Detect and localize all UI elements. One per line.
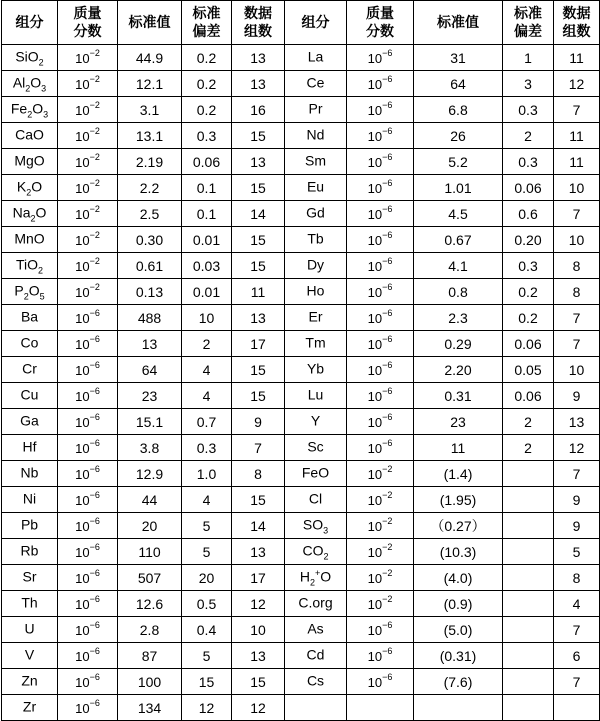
cell-component: Cd bbox=[285, 643, 347, 669]
header-std-dev: 标准 偏差 bbox=[503, 1, 554, 45]
cell-standard-value: 0.30 bbox=[118, 227, 182, 253]
cell-mass-fraction: $10^{-2}$ bbox=[58, 123, 118, 149]
cell-std-dev bbox=[503, 669, 554, 695]
cell-std-dev: 0.2 bbox=[182, 45, 232, 71]
cell-std-dev: 1 bbox=[503, 45, 554, 71]
table-row bbox=[2, 669, 600, 695]
table-row bbox=[2, 175, 600, 201]
cell-data-groups: 8 bbox=[554, 565, 600, 591]
table-row bbox=[2, 331, 600, 357]
cell-mass-fraction: $10^{-6}$ bbox=[347, 71, 414, 97]
cell-component: $Fe_2O_3$ bbox=[2, 97, 58, 123]
header-mass-fraction: 质量 分数 bbox=[347, 1, 414, 45]
cell-data-groups: 15 bbox=[232, 669, 285, 695]
table-row bbox=[2, 487, 600, 513]
cell-mass-fraction: $10^{-2}$ bbox=[347, 487, 414, 513]
cell-data-groups: 9 bbox=[554, 513, 600, 539]
cell-standard-value: 15.1 bbox=[118, 409, 182, 435]
cell-std-dev: 2 bbox=[182, 331, 232, 357]
cell-standard-value: 12.9 bbox=[118, 461, 182, 487]
cell-standard-value: 2.19 bbox=[118, 149, 182, 175]
cell-data-groups: 11 bbox=[232, 279, 285, 305]
cell-data-groups: 14 bbox=[232, 513, 285, 539]
header-component: 组分 bbox=[285, 1, 347, 45]
cell-standard-value: 2.8 bbox=[118, 617, 182, 643]
cell-component: Th bbox=[2, 591, 58, 617]
cell-data-groups: 13 bbox=[232, 643, 285, 669]
cell-component: $SO_3$ bbox=[285, 513, 347, 539]
cell-mass-fraction: $10^{-2}$ bbox=[58, 227, 118, 253]
cell-data-groups: 11 bbox=[554, 45, 600, 71]
cell-data-groups: 12 bbox=[232, 695, 285, 721]
cell-standard-value: 3.1 bbox=[118, 97, 182, 123]
cell-data-groups: 7 bbox=[554, 97, 600, 123]
cell-std-dev bbox=[503, 695, 554, 721]
cell-component: Ho bbox=[285, 279, 347, 305]
cell-data-groups: 17 bbox=[232, 565, 285, 591]
cell-component: Ga bbox=[2, 409, 58, 435]
cell-component: Co bbox=[2, 331, 58, 357]
cell-std-dev: 0.05 bbox=[503, 357, 554, 383]
table-body bbox=[2, 45, 600, 721]
cell-standard-value: 1.01 bbox=[414, 175, 503, 201]
cell-data-groups: 13 bbox=[232, 305, 285, 331]
cell-standard-value: (0.9) bbox=[414, 591, 503, 617]
cell-component: Nb bbox=[2, 461, 58, 487]
cell-standard-value: 64 bbox=[414, 71, 503, 97]
cell-component bbox=[285, 695, 347, 721]
cell-component: Cu bbox=[2, 383, 58, 409]
cell-mass-fraction: $10^{-6}$ bbox=[58, 383, 118, 409]
cell-component: Cr bbox=[2, 357, 58, 383]
table-row bbox=[2, 149, 600, 175]
cell-standard-value: 26 bbox=[414, 123, 503, 149]
cell-mass-fraction: $10^{-6}$ bbox=[58, 409, 118, 435]
cell-data-groups bbox=[554, 695, 600, 721]
cell-component: Pr bbox=[285, 97, 347, 123]
cell-component: Lu bbox=[285, 383, 347, 409]
cell-data-groups: 15 bbox=[232, 175, 285, 201]
cell-std-dev: 0.7 bbox=[182, 409, 232, 435]
cell-std-dev: 5 bbox=[182, 539, 232, 565]
cell-component: $Na_2O$ bbox=[2, 201, 58, 227]
cell-data-groups: 9 bbox=[554, 383, 600, 409]
cell-data-groups: 16 bbox=[232, 97, 285, 123]
cell-mass-fraction: $10^{-6}$ bbox=[347, 227, 414, 253]
table-row bbox=[2, 305, 600, 331]
table-row bbox=[2, 383, 600, 409]
cell-std-dev: 0.1 bbox=[182, 201, 232, 227]
cell-mass-fraction: $10^{-2}$ bbox=[58, 201, 118, 227]
cell-component: Pb bbox=[2, 513, 58, 539]
cell-standard-value: 12.6 bbox=[118, 591, 182, 617]
cell-component: $K_2O$ bbox=[2, 175, 58, 201]
cell-standard-value: 2.3 bbox=[414, 305, 503, 331]
cell-mass-fraction: $10^{-6}$ bbox=[347, 357, 414, 383]
cell-mass-fraction: $10^{-6}$ bbox=[58, 487, 118, 513]
cell-mass-fraction: $10^{-2}$ bbox=[347, 513, 414, 539]
cell-data-groups: 10 bbox=[232, 617, 285, 643]
cell-data-groups: 13 bbox=[232, 71, 285, 97]
header-std-dev: 标准 偏差 bbox=[182, 1, 232, 45]
cell-std-dev: 0.2 bbox=[182, 71, 232, 97]
cell-standard-value: 100 bbox=[118, 669, 182, 695]
reference-values-table bbox=[1, 0, 600, 721]
cell-std-dev: 0.2 bbox=[182, 97, 232, 123]
cell-std-dev: 0.2 bbox=[503, 305, 554, 331]
cell-standard-value: 23 bbox=[118, 383, 182, 409]
cell-standard-value: 87 bbox=[118, 643, 182, 669]
cell-data-groups: 5 bbox=[554, 539, 600, 565]
cell-standard-value: 20 bbox=[118, 513, 182, 539]
cell-component: MnO bbox=[2, 227, 58, 253]
cell-component: $H_2^+O$ bbox=[285, 565, 347, 591]
cell-mass-fraction: $10^{-6}$ bbox=[347, 331, 414, 357]
cell-standard-value: (10.3) bbox=[414, 539, 503, 565]
cell-mass-fraction: $10^{-6}$ bbox=[347, 97, 414, 123]
table-row bbox=[2, 253, 600, 279]
cell-std-dev: 0.3 bbox=[182, 123, 232, 149]
table-row bbox=[2, 695, 600, 721]
cell-mass-fraction: $10^{-6}$ bbox=[347, 123, 414, 149]
cell-std-dev: 4 bbox=[182, 383, 232, 409]
cell-mass-fraction: $10^{-6}$ bbox=[58, 669, 118, 695]
cell-component: C.org bbox=[285, 591, 347, 617]
cell-standard-value: 2.2 bbox=[118, 175, 182, 201]
table-row bbox=[2, 435, 600, 461]
cell-mass-fraction: $10^{-6}$ bbox=[347, 175, 414, 201]
cell-std-dev: 0.5 bbox=[182, 591, 232, 617]
cell-mass-fraction: $10^{-6}$ bbox=[347, 253, 414, 279]
cell-std-dev: 2 bbox=[503, 435, 554, 461]
cell-data-groups: 7 bbox=[554, 305, 600, 331]
cell-component: SiO$_2$ bbox=[2, 45, 58, 71]
cell-data-groups: 10 bbox=[554, 175, 600, 201]
cell-component: Cl bbox=[285, 487, 347, 513]
cell-mass-fraction: $10^{-6}$ bbox=[58, 539, 118, 565]
cell-standard-value: 0.13 bbox=[118, 279, 182, 305]
cell-component: Hf bbox=[2, 435, 58, 461]
cell-std-dev: 0.3 bbox=[503, 97, 554, 123]
cell-std-dev: 2 bbox=[503, 409, 554, 435]
cell-data-groups: 11 bbox=[554, 149, 600, 175]
cell-standard-value: 44 bbox=[118, 487, 182, 513]
cell-component: TiO$_2$ bbox=[2, 253, 58, 279]
cell-data-groups: 9 bbox=[232, 409, 285, 435]
cell-standard-value: (0.31) bbox=[414, 643, 503, 669]
cell-standard-value: 0.8 bbox=[414, 279, 503, 305]
cell-component: Cs bbox=[285, 669, 347, 695]
cell-data-groups: 15 bbox=[232, 227, 285, 253]
cell-standard-value: 12.1 bbox=[118, 71, 182, 97]
cell-std-dev: 0.2 bbox=[503, 279, 554, 305]
cell-component: $P_2O_5$ bbox=[2, 279, 58, 305]
cell-standard-value: 0.29 bbox=[414, 331, 503, 357]
cell-mass-fraction: $10^{-2}$ bbox=[58, 45, 118, 71]
header-standard-value: 标准值 bbox=[118, 1, 182, 45]
cell-standard-value: 31 bbox=[414, 45, 503, 71]
cell-std-dev bbox=[503, 643, 554, 669]
cell-data-groups: 6 bbox=[554, 643, 600, 669]
cell-std-dev: 0.01 bbox=[182, 227, 232, 253]
cell-data-groups: 15 bbox=[232, 123, 285, 149]
cell-mass-fraction: $10^{-2}$ bbox=[347, 565, 414, 591]
cell-data-groups: 17 bbox=[232, 331, 285, 357]
cell-standard-value: 23 bbox=[414, 409, 503, 435]
cell-component: Rb bbox=[2, 539, 58, 565]
cell-data-groups: 15 bbox=[232, 253, 285, 279]
cell-mass-fraction: $10^{-6}$ bbox=[58, 461, 118, 487]
table-row bbox=[2, 643, 600, 669]
cell-std-dev: 20 bbox=[182, 565, 232, 591]
header-row bbox=[2, 1, 600, 45]
cell-std-dev: 0.20 bbox=[503, 227, 554, 253]
cell-component: Tm bbox=[285, 331, 347, 357]
cell-mass-fraction: $10^{-6}$ bbox=[58, 305, 118, 331]
cell-mass-fraction: $10^{-6}$ bbox=[347, 617, 414, 643]
cell-mass-fraction: $10^{-6}$ bbox=[58, 695, 118, 721]
cell-standard-value: (4.0) bbox=[414, 565, 503, 591]
cell-standard-value: 134 bbox=[118, 695, 182, 721]
cell-std-dev: 0.1 bbox=[182, 175, 232, 201]
cell-standard-value: 0.31 bbox=[414, 383, 503, 409]
cell-data-groups: 4 bbox=[554, 591, 600, 617]
cell-component: Dy bbox=[285, 253, 347, 279]
cell-mass-fraction: $10^{-6}$ bbox=[347, 435, 414, 461]
table-row bbox=[2, 357, 600, 383]
cell-data-groups: 10 bbox=[554, 227, 600, 253]
cell-std-dev: 15 bbox=[182, 669, 232, 695]
cell-component: Sr bbox=[2, 565, 58, 591]
cell-component: Ba bbox=[2, 305, 58, 331]
cell-mass-fraction: $10^{-6}$ bbox=[58, 565, 118, 591]
header-component: 组分 bbox=[2, 1, 58, 45]
cell-std-dev: 0.06 bbox=[182, 149, 232, 175]
cell-std-dev: 0.3 bbox=[503, 149, 554, 175]
header-data-groups: 数据 组数 bbox=[232, 1, 285, 45]
cell-data-groups: 13 bbox=[232, 539, 285, 565]
cell-std-dev: 3 bbox=[503, 71, 554, 97]
cell-standard-value: 44.9 bbox=[118, 45, 182, 71]
cell-component: Tb bbox=[285, 227, 347, 253]
header-mass-fraction: 质量 分数 bbox=[58, 1, 118, 45]
cell-data-groups: 10 bbox=[554, 357, 600, 383]
cell-component: CaO bbox=[2, 123, 58, 149]
cell-standard-value: (1.95) bbox=[414, 487, 503, 513]
cell-data-groups: 9 bbox=[554, 487, 600, 513]
cell-component: As bbox=[285, 617, 347, 643]
cell-data-groups: 14 bbox=[232, 201, 285, 227]
cell-mass-fraction: $10^{-6}$ bbox=[347, 279, 414, 305]
table-row bbox=[2, 201, 600, 227]
cell-data-groups: 15 bbox=[232, 357, 285, 383]
cell-std-dev: 0.06 bbox=[503, 331, 554, 357]
cell-component: Er bbox=[285, 305, 347, 331]
cell-standard-value: 13 bbox=[118, 331, 182, 357]
cell-standard-value: 5.2 bbox=[414, 149, 503, 175]
table-row bbox=[2, 45, 600, 71]
cell-std-dev bbox=[503, 565, 554, 591]
table-row bbox=[2, 279, 600, 305]
cell-mass-fraction: $10^{-6}$ bbox=[347, 409, 414, 435]
cell-data-groups: 7 bbox=[554, 201, 600, 227]
cell-std-dev: 0.03 bbox=[182, 253, 232, 279]
cell-component: $CO_2$ bbox=[285, 539, 347, 565]
table-row bbox=[2, 565, 600, 591]
cell-data-groups: 8 bbox=[554, 279, 600, 305]
cell-mass-fraction: $10^{-2}$ bbox=[58, 149, 118, 175]
cell-standard-value: 0.61 bbox=[118, 253, 182, 279]
cell-std-dev bbox=[503, 617, 554, 643]
cell-mass-fraction: $10^{-2}$ bbox=[58, 253, 118, 279]
cell-component: U bbox=[2, 617, 58, 643]
table-row bbox=[2, 591, 600, 617]
cell-std-dev bbox=[503, 591, 554, 617]
table-row bbox=[2, 513, 600, 539]
cell-standard-value: 13.1 bbox=[118, 123, 182, 149]
cell-data-groups: 13 bbox=[232, 45, 285, 71]
cell-std-dev: 4 bbox=[182, 487, 232, 513]
cell-mass-fraction: $10^{-2}$ bbox=[58, 175, 118, 201]
cell-std-dev bbox=[503, 487, 554, 513]
cell-mass-fraction: $10^{-6}$ bbox=[347, 149, 414, 175]
cell-component: Zn bbox=[2, 669, 58, 695]
cell-std-dev: 0.01 bbox=[182, 279, 232, 305]
cell-mass-fraction: $10^{-2}$ bbox=[58, 97, 118, 123]
cell-std-dev: 0.06 bbox=[503, 175, 554, 201]
cell-standard-value: (7.6) bbox=[414, 669, 503, 695]
cell-standard-value: 488 bbox=[118, 305, 182, 331]
cell-std-dev: 1.0 bbox=[182, 461, 232, 487]
cell-component: Y bbox=[285, 409, 347, 435]
cell-data-groups: 12 bbox=[554, 435, 600, 461]
cell-component: Ni bbox=[2, 487, 58, 513]
cell-component: Zr bbox=[2, 695, 58, 721]
cell-data-groups: 15 bbox=[232, 487, 285, 513]
cell-component: Gd bbox=[285, 201, 347, 227]
cell-std-dev: 0.4 bbox=[182, 617, 232, 643]
cell-standard-value: 64 bbox=[118, 357, 182, 383]
cell-standard-value: 4.1 bbox=[414, 253, 503, 279]
table-row bbox=[2, 461, 600, 487]
cell-data-groups: 15 bbox=[232, 383, 285, 409]
table-row bbox=[2, 409, 600, 435]
cell-mass-fraction: $10^{-2}$ bbox=[347, 461, 414, 487]
cell-data-groups: 11 bbox=[554, 123, 600, 149]
cell-component: La bbox=[285, 45, 347, 71]
cell-mass-fraction: $10^{-6}$ bbox=[347, 383, 414, 409]
cell-data-groups: 7 bbox=[554, 617, 600, 643]
header-standard-value: 标准值 bbox=[414, 1, 503, 45]
cell-standard-value: （0.27） bbox=[414, 513, 503, 539]
cell-standard-value: 2.5 bbox=[118, 201, 182, 227]
cell-mass-fraction: $10^{-6}$ bbox=[58, 617, 118, 643]
table-row bbox=[2, 123, 600, 149]
cell-std-dev: 5 bbox=[182, 513, 232, 539]
cell-mass-fraction: $10^{-2}$ bbox=[347, 591, 414, 617]
cell-std-dev: 4 bbox=[182, 357, 232, 383]
cell-mass-fraction: $10^{-6}$ bbox=[347, 45, 414, 71]
cell-data-groups: 12 bbox=[554, 71, 600, 97]
cell-std-dev: 5 bbox=[182, 643, 232, 669]
cell-mass-fraction: $10^{-6}$ bbox=[58, 643, 118, 669]
cell-standard-value: 0.67 bbox=[414, 227, 503, 253]
cell-data-groups: 13 bbox=[232, 149, 285, 175]
cell-std-dev: 0.3 bbox=[503, 253, 554, 279]
cell-data-groups: 8 bbox=[232, 461, 285, 487]
cell-standard-value: 2.20 bbox=[414, 357, 503, 383]
cell-std-dev bbox=[503, 461, 554, 487]
cell-component: MgO bbox=[2, 149, 58, 175]
table-row bbox=[2, 227, 600, 253]
cell-component: V bbox=[2, 643, 58, 669]
cell-component: Ce bbox=[285, 71, 347, 97]
cell-standard-value: (1.4) bbox=[414, 461, 503, 487]
cell-data-groups: 7 bbox=[554, 669, 600, 695]
cell-data-groups: 7 bbox=[554, 461, 600, 487]
cell-standard-value: 6.8 bbox=[414, 97, 503, 123]
header-data-groups: 数据 组数 bbox=[554, 1, 600, 45]
cell-data-groups: 13 bbox=[554, 409, 600, 435]
cell-component: Eu bbox=[285, 175, 347, 201]
cell-mass-fraction: $10^{-6}$ bbox=[347, 201, 414, 227]
cell-mass-fraction: $10^{-2}$ bbox=[347, 539, 414, 565]
cell-std-dev: 0.3 bbox=[182, 435, 232, 461]
cell-standard-value: 507 bbox=[118, 565, 182, 591]
cell-mass-fraction: $10^{-6}$ bbox=[347, 643, 414, 669]
cell-std-dev: 2 bbox=[503, 123, 554, 149]
cell-mass-fraction: $10^{-6}$ bbox=[58, 435, 118, 461]
cell-component: Sm bbox=[285, 149, 347, 175]
cell-std-dev bbox=[503, 513, 554, 539]
cell-mass-fraction: $10^{-2}$ bbox=[58, 71, 118, 97]
table-row bbox=[2, 617, 600, 643]
cell-mass-fraction: $10^{-6}$ bbox=[58, 331, 118, 357]
cell-data-groups: 8 bbox=[554, 253, 600, 279]
cell-component: Yb bbox=[285, 357, 347, 383]
cell-data-groups: 7 bbox=[554, 331, 600, 357]
cell-standard-value: 3.8 bbox=[118, 435, 182, 461]
cell-std-dev: 0.06 bbox=[503, 383, 554, 409]
cell-standard-value: 110 bbox=[118, 539, 182, 565]
cell-standard-value bbox=[414, 695, 503, 721]
cell-mass-fraction: $10^{-2}$ bbox=[58, 279, 118, 305]
cell-std-dev: 10 bbox=[182, 305, 232, 331]
cell-standard-value: 11 bbox=[414, 435, 503, 461]
cell-component: Sc bbox=[285, 435, 347, 461]
cell-mass-fraction bbox=[347, 695, 414, 721]
cell-component: $Al_2O_3$ bbox=[2, 71, 58, 97]
cell-mass-fraction: $10^{-6}$ bbox=[58, 513, 118, 539]
cell-std-dev bbox=[503, 539, 554, 565]
cell-standard-value: (5.0) bbox=[414, 617, 503, 643]
cell-mass-fraction: $10^{-6}$ bbox=[347, 669, 414, 695]
cell-mass-fraction: $10^{-6}$ bbox=[58, 357, 118, 383]
cell-component: FeO bbox=[285, 461, 347, 487]
cell-std-dev: 0.6 bbox=[503, 201, 554, 227]
cell-data-groups: 7 bbox=[232, 435, 285, 461]
table-row bbox=[2, 539, 600, 565]
cell-mass-fraction: $10^{-6}$ bbox=[347, 305, 414, 331]
cell-standard-value: 4.5 bbox=[414, 201, 503, 227]
table-row bbox=[2, 71, 600, 97]
cell-component: Nd bbox=[285, 123, 347, 149]
cell-std-dev: 12 bbox=[182, 695, 232, 721]
cell-data-groups: 12 bbox=[232, 591, 285, 617]
cell-mass-fraction: $10^{-6}$ bbox=[58, 591, 118, 617]
table-row bbox=[2, 97, 600, 123]
